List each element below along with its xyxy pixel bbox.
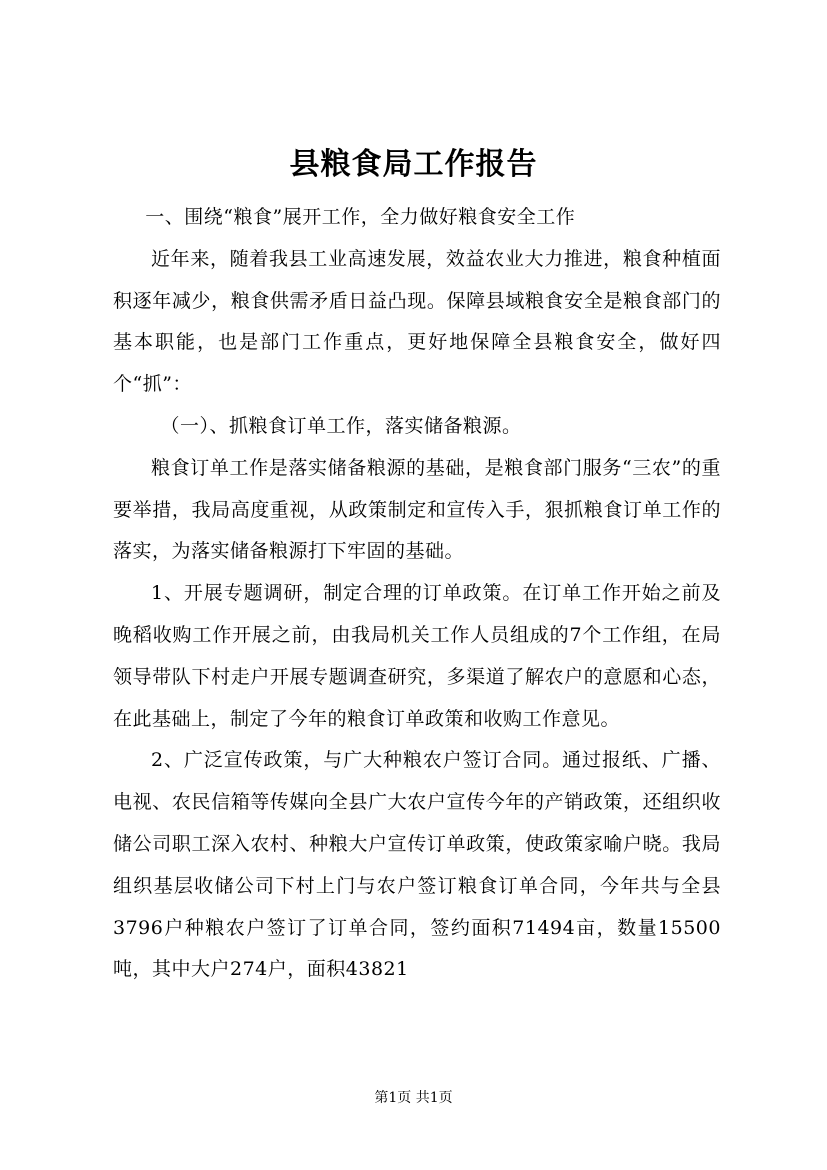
body-paragraph: 2、广泛宣传政策，与广大种粮农户签订合同。通过报纸、广播、电视、农民信箱等传媒向全县广大农户宣传今年的产销政策，还组织收储公司职工深入农村、种粮大户宣传订单政策，使政策家喻户晓。我局组织基层收储公司下村上门与农户签订粮食订单合同，今年共与全县3796户种粮农户签订了订单合同，签约面积71494亩，数量15500吨，其中大户274户，面积43821 [113, 749, 721, 981]
subsection-heading: （一）、抓粮食订单工作，落实储备粮源。 [160, 414, 522, 437]
body-paragraph: 粮食订单工作是落实储备粮源的基础，是粮食部门服务“三农”的重要举措，我局高度重视，从政策制定和宣传入手，狠抓粮食订单工作的落实，为落实储备粮源打下牢固的基础。 [113, 456, 721, 563]
body-paragraph: 1、开展专题调研，制定合理的订单政策。在订单工作开始之前及晚稻收购工作开展之前，由我局机关工作人员组成的7个工作组，在局领导带队下村走户开展专题调查研究，多渠道了解农户的意愿和心态，在此基础上，制定了今年的粮食订单政策和收购工作意见。 [113, 582, 721, 730]
document-title: 县粮食局工作报告 [289, 147, 538, 182]
section-heading: 一、围绕“粮食”展开工作，全力做好粮食安全工作 [145, 206, 576, 228]
page-footer: 第1页 共1页 [374, 1090, 453, 1106]
body-paragraph: 近年来，随着我县工业高速发展，效益农业大力推进，粮食种植面积逐年减少，粮食供需矛盾日益凸现。保障县域粮食安全是粮食部门的基本职能，也是部门工作重点，更好地保障全县粮食安全，做好四个“抓”： [113, 247, 721, 396]
document-body [113, 197, 721, 991]
